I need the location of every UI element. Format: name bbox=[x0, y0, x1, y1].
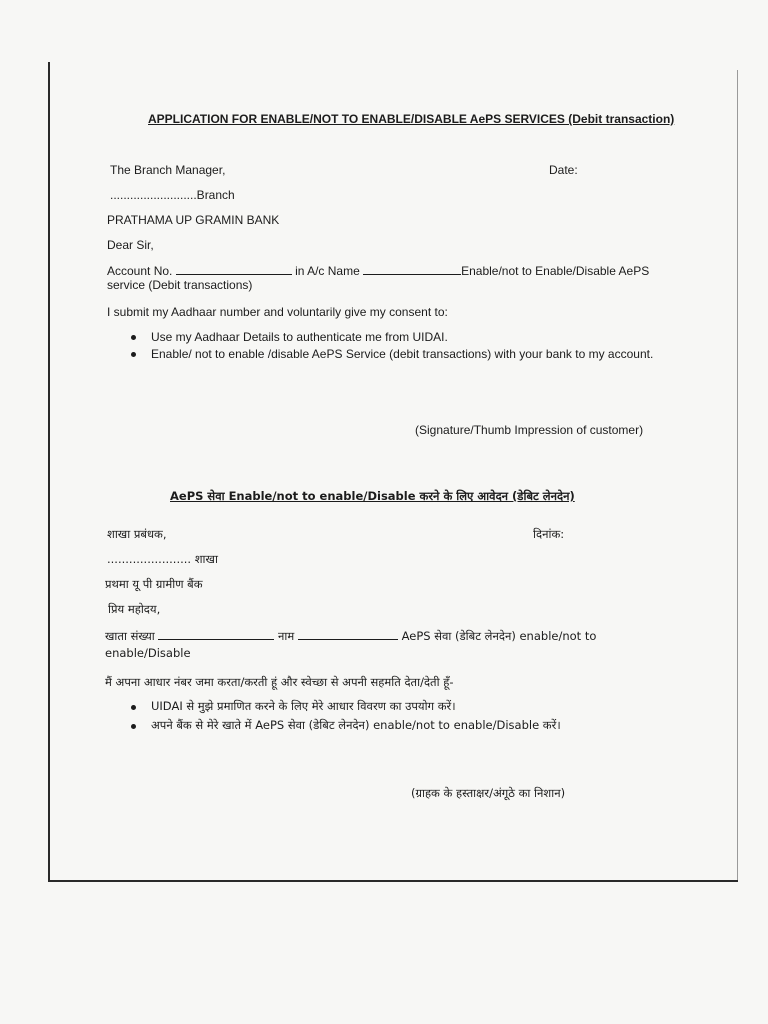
ac-name-label: in A/c Name bbox=[295, 264, 360, 278]
hindi-service-text: AePS सेवा (डेबिट लेनदेन) enable/not to bbox=[401, 629, 597, 643]
bullet-icon bbox=[131, 352, 136, 357]
hindi-account-no-blank[interactable] bbox=[158, 628, 274, 640]
account-no-blank[interactable] bbox=[176, 263, 292, 275]
english-addressee: The Branch Manager, bbox=[110, 163, 226, 177]
account-no-label: Account No. bbox=[107, 264, 173, 278]
hindi-name-label: नाम bbox=[278, 629, 295, 643]
hindi-service-text-2: enable/Disable bbox=[105, 646, 191, 660]
hindi-salutation: प्रिय महोदय, bbox=[108, 602, 161, 616]
english-bullet-1: Use my Aadhaar Details to authenticate me from UIDAI. bbox=[151, 330, 448, 344]
english-branch-line: ..........................Branch bbox=[110, 188, 235, 202]
bullet-icon bbox=[131, 335, 136, 340]
hindi-title: AePS सेवा Enable/not to enable/Disable करने के लिए आवेदन (डेबिट लेनदेन) bbox=[170, 489, 575, 503]
english-title: APPLICATION FOR ENABLE/NOT TO ENABLE/DISABLE AePS SERVICES (Debit transaction) bbox=[148, 112, 675, 126]
hindi-bank-name: प्रथमा यू पी ग्रामीण बैंक bbox=[105, 577, 203, 591]
english-service-text-2: service (Debit transactions) bbox=[107, 278, 253, 292]
hindi-bullet-1: UIDAI से मुझे प्रमाणित करने के लिए मेरे आधार विवरण का उपयोग करें। bbox=[151, 699, 456, 713]
english-consent-intro: I submit my Aadhaar number and voluntarily give my consent to: bbox=[107, 305, 448, 319]
hindi-account-row bbox=[105, 628, 596, 644]
page-border-left bbox=[48, 62, 50, 882]
bullet-icon bbox=[131, 724, 136, 729]
bullet-icon bbox=[131, 705, 136, 710]
hindi-branch-line: ....................... शाखा bbox=[107, 552, 218, 566]
english-bank-name: PRATHAMA UP GRAMIN BANK bbox=[107, 213, 280, 227]
service-text: Enable/not to Enable/Disable AePS bbox=[461, 264, 650, 278]
hindi-signature: (ग्राहक के हस्ताक्षर/अंगूठे का निशान) bbox=[411, 786, 566, 800]
hindi-account-no-label: खाता संख्या bbox=[105, 629, 155, 643]
hindi-consent-intro: मैं अपना आधार नंबर जमा करता/करती हूं और स्वेच्छा से अपनी सहमति देता/देती हूँ- bbox=[105, 675, 454, 689]
hindi-name-blank[interactable] bbox=[298, 628, 398, 640]
english-signature: (Signature/Thumb Impression of customer) bbox=[415, 423, 644, 437]
english-account-row bbox=[107, 263, 649, 279]
ac-name-blank[interactable] bbox=[363, 263, 461, 275]
hindi-addressee: शाखा प्रबंधक, bbox=[107, 527, 167, 541]
hindi-bullet-2: अपने बैंक से मेरे खाते में AePS सेवा (डेबिट लेनदेन) enable/not to enable/Disable करें। bbox=[151, 718, 561, 732]
english-bullet-2: Enable/ not to enable /disable AePS Service (debit transactions) with your bank to my account. bbox=[151, 347, 654, 361]
page-border-bottom bbox=[48, 880, 738, 882]
page-border-right bbox=[737, 70, 738, 880]
hindi-date-label: दिनांक: bbox=[533, 527, 565, 541]
english-salutation: Dear Sir, bbox=[107, 238, 154, 252]
english-date-label: Date: bbox=[549, 163, 578, 177]
